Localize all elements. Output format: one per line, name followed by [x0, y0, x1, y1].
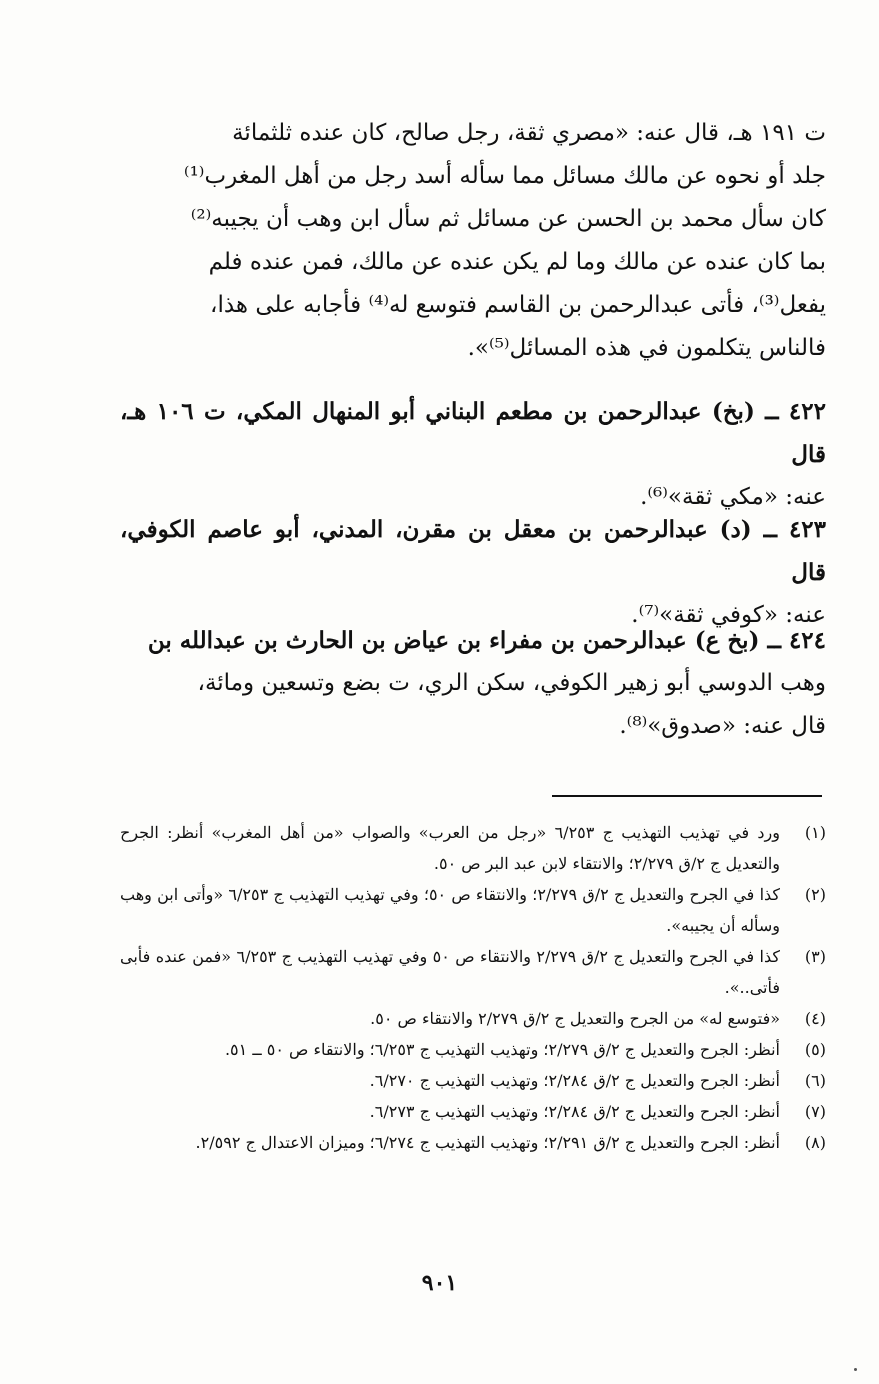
entry-line: قال عنه: «صدوق»⁽⁸⁾.	[619, 713, 826, 739]
text-line: ت ١٩١ هـ، قال عنه: «مصري ثقة، رجل صالح، كان عنده ثلثمائة	[232, 120, 826, 146]
footnote-text: «فتوسع له» من الجرح والتعديل ج ٢/ق ٢/٢٧٩ والانتقاء ص ٥٠.	[370, 1009, 780, 1028]
footnote-number: (١)	[804, 823, 826, 842]
entry-line: ٤٢٣ ــ (د) عبدالرحمن بن معقل بن مقرن، المدني، أبو عاصم الكوفي، قال	[120, 516, 826, 586]
entry-line: عنه: «كوفي ثقة»⁽⁷⁾.	[631, 602, 826, 628]
footnote	[120, 1127, 826, 1158]
footnote-number: (٣)	[804, 947, 826, 966]
footnote-number: (٦)	[804, 1071, 826, 1090]
footnote	[120, 879, 826, 941]
footnote-text: ورد في تهذيب التهذيب ج ٦/٢٥٣ «رجل من العرب» والصواب «من أهل المغرب» أنظر: الجرح والتعديل ج ٢/ق ٢/٢٧٩؛ والانتقاء لابن عبد البر ص ٥٠.	[120, 823, 781, 873]
footnote-number: (٨)	[804, 1133, 826, 1152]
footnote	[120, 1003, 826, 1034]
text-line: بما كان عنده عن مالك وما لم يكن عنده عن مالك، فمن عنده فلم	[208, 249, 826, 275]
footnote-number: (٧)	[804, 1102, 826, 1121]
page-number: ٩٠١	[421, 1270, 458, 1296]
footnote-separator	[552, 795, 822, 797]
entry-423	[120, 508, 826, 637]
footnote-number: (٢)	[804, 885, 826, 904]
footnote	[120, 1034, 826, 1065]
footnote-text: أنظر: الجرح والتعديل ج ٢/ق ٢/٢٩١؛ وتهذيب التهذيب ج ٦/٢٧٤؛ وميزان الاعتدال ج ٢/٥٩٢.	[195, 1133, 780, 1152]
text-line: فالناس يتكلمون في هذه المسائل⁽⁵⁾».	[467, 335, 826, 361]
footnote-text: أنظر: الجرح والتعديل ج ٢/ق ٢/٢٨٤؛ وتهذيب التهذيب ج ٦/٢٧٠.	[369, 1071, 780, 1090]
footnote	[120, 1096, 826, 1127]
scan-speck	[854, 1368, 857, 1371]
entry-line: ٤٢٤ ــ (بخ ع) عبدالرحمن بن مفراء بن عياض بن الحارث بن عبدالله بن	[147, 627, 826, 654]
entry-424	[120, 619, 826, 748]
entry-line: وهب الدوسي أبو زهير الكوفي، سكن الري، ت بضع وتسعين ومائة،	[197, 670, 826, 696]
footnote-text: أنظر: الجرح والتعديل ج ٢/ق ٢/٢٨٤؛ وتهذيب التهذيب ج ٦/٢٧٣.	[369, 1102, 780, 1121]
footnote	[120, 941, 826, 1003]
continuation-paragraph	[120, 112, 826, 370]
footnote-number: (٤)	[804, 1009, 826, 1028]
entry-line: عنه: «مكي ثقة»⁽⁶⁾.	[640, 484, 826, 510]
footnote-text: كذا في الجرح والتعديل ج ٢/ق ٢/٢٧٩؛ والانتقاء ص ٥٠؛ وفي تهذيب التهذيب ج ٦/٢٥٣ «وأتى ابن وهب وسأله أن يجيبه».	[120, 885, 781, 935]
footnote-number: (٥)	[804, 1040, 826, 1059]
footnote	[120, 817, 826, 879]
text-line: كان سأل محمد بن الحسن عن مسائل ثم سأل ابن وهب أن يجيبه⁽²⁾	[190, 206, 826, 232]
entry-line: ٤٢٢ ــ (بخ) عبدالرحمن بن مطعم البناني أبو المنهال المكي، ت ١٠٦ هـ، قال	[120, 398, 826, 468]
footnote-text: كذا في الجرح والتعديل ج ٢/ق ٢/٢٧٩ والانتقاء ص ٥٠ وفي تهذيب التهذيب ج ٦/٢٥٣ «فمن عنده فأبى فأتى..».	[120, 947, 781, 997]
text-line: يفعل⁽³⁾، فأتى عبدالرحمن بن القاسم فتوسع له⁽⁴⁾ فأجابه على هذا،	[210, 292, 826, 318]
entry-422	[120, 390, 826, 519]
footnotes	[120, 817, 826, 1158]
footnote-text: أنظر: الجرح والتعديل ج ٢/ق ٢/٢٧٩؛ وتهذيب التهذيب ج ٦/٢٥٣؛ والانتقاء ص ٥٠ ــ ٥١.	[224, 1040, 780, 1059]
footnote	[120, 1065, 826, 1096]
text-line: جلد أو نحوه عن مالك مسائل مما سأله أسد رجل من أهل المغرب⁽¹⁾	[183, 163, 826, 189]
